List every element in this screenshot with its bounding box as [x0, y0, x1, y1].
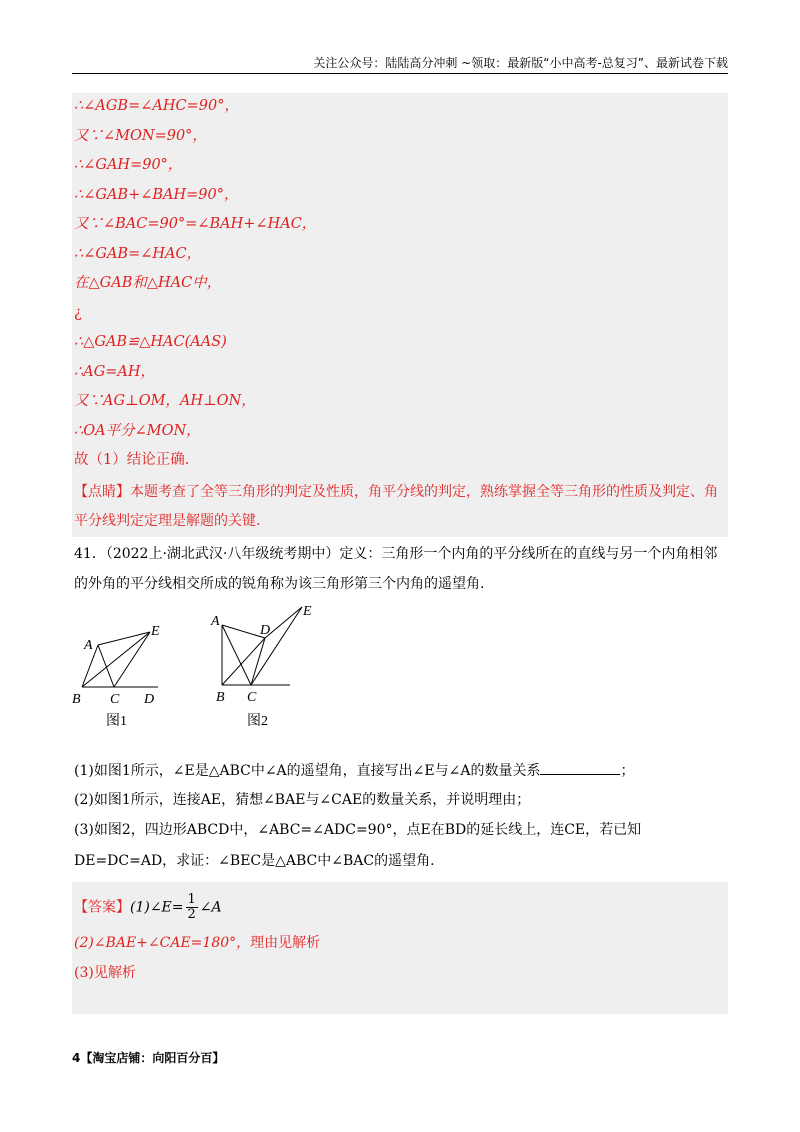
- proof-line: 在△GAB和△HAC中，: [74, 275, 222, 291]
- proof-line: ¿: [74, 305, 82, 321]
- fig1-label-a: A: [84, 638, 93, 653]
- figure-1: [68, 615, 178, 740]
- answer-2-math: (2)∠BAE+∠CAE=180°，: [74, 935, 251, 951]
- fig2-caption: 图2: [247, 714, 268, 729]
- fig1-label-b: B: [72, 692, 81, 707]
- proof-line: 又∵∠BAC=90°=∠BAH+∠HAC，: [74, 216, 317, 232]
- fig1-label-d: D: [144, 692, 155, 707]
- comment-text: 本题考查了全等三角形的判定及性质，角平分线的判定，熟练掌握全等三角形的性质及判定、角: [130, 484, 718, 500]
- proof-line: 又∵∠MON=90°，: [74, 128, 207, 144]
- proof-line: ∴∠GAB+∠BAH=90°，: [74, 187, 239, 203]
- problem-line-2: 的外角的平分线相交所成的锐角称为该三角形第三个内角的遥望角.: [74, 576, 485, 592]
- header-divider: [72, 73, 728, 74]
- proof-line: ∴OA平分∠MON，: [74, 423, 201, 439]
- proof-line: ∴AG=AH，: [74, 364, 156, 380]
- answer-1-prefix: (1)∠E=: [130, 899, 184, 916]
- header-text: 关注公众号：陆陆高分冲刺 ~领取：最新版“小中高考-总复习”、最新试卷下载: [313, 56, 728, 70]
- question-1-text: (1)如图1所示，∠E是△ABC中∠A的遥望角，直接写出∠E与∠A的数量关系: [74, 763, 541, 779]
- question-3-line-1: (3)如图2，四边形ABCD中，∠ABC=∠ADC=90°，点E在BD的延长线上，连CE，若已知: [74, 822, 642, 838]
- question-1-end: ；: [620, 763, 635, 779]
- proof-line: ∴∠GAH=90°，: [74, 157, 183, 173]
- answer-line-2: [74, 933, 320, 953]
- answer-1-suffix: ∠A: [199, 899, 222, 916]
- answer-2-text: 理由见解析: [250, 935, 321, 951]
- figure-2: [205, 600, 325, 740]
- comment-line-2: 平分线判定定理是解题的关键.: [74, 513, 261, 529]
- comment-line-1: [74, 482, 718, 502]
- fig1-label-c: C: [110, 692, 120, 707]
- answer-tag: 【答案】: [74, 899, 130, 916]
- problem-line-1: 41．（2022上·湖北武汉·八年级统考期中）定义：三角形一个内角的平分线所在的直线与另一个内角相邻: [74, 546, 718, 562]
- fig2-label-e: E: [303, 604, 312, 619]
- proof-line: 又∵AG⊥OM，AH⊥ON，: [74, 393, 256, 409]
- fraction: [186, 893, 198, 922]
- answer-line-1: [74, 893, 222, 922]
- answer-line-3: (3)见解析: [74, 965, 136, 981]
- fig2-label-c: C: [247, 690, 257, 705]
- fig1-label-e: E: [151, 624, 160, 639]
- fraction-denominator: 2: [187, 907, 196, 922]
- fig2-label-d: D: [260, 623, 271, 638]
- fig2-label-a: A: [211, 614, 220, 629]
- question-2: (2)如图1所示，连接AE，猜想∠BAE与∠CAE的数量关系，并说明理由；: [74, 792, 531, 808]
- fig2-label-b: B: [216, 690, 225, 705]
- answer-blank: [540, 760, 620, 775]
- proof-line: ∴∠GAB=∠HAC，: [74, 246, 202, 262]
- fraction-numerator: 1: [187, 892, 196, 907]
- comment-tag: 【点睛】: [74, 484, 130, 500]
- proof-line: ∴△GAB≌△HAC(AAS): [74, 334, 227, 350]
- fig1-caption: 图1: [106, 714, 127, 729]
- page-footer: 4【淘宝店铺：向阳百分百】: [72, 1051, 225, 1065]
- page-header: [72, 50, 728, 72]
- question-1: [74, 760, 634, 781]
- question-3-line-2: DE=DC=AD，求证：∠BEC是△ABC中∠BAC的遥望角.: [74, 853, 435, 869]
- proof-line: ∴∠AGB=∠AHC=90°，: [74, 98, 239, 114]
- proof-line: 故（1）结论正确.: [74, 452, 190, 468]
